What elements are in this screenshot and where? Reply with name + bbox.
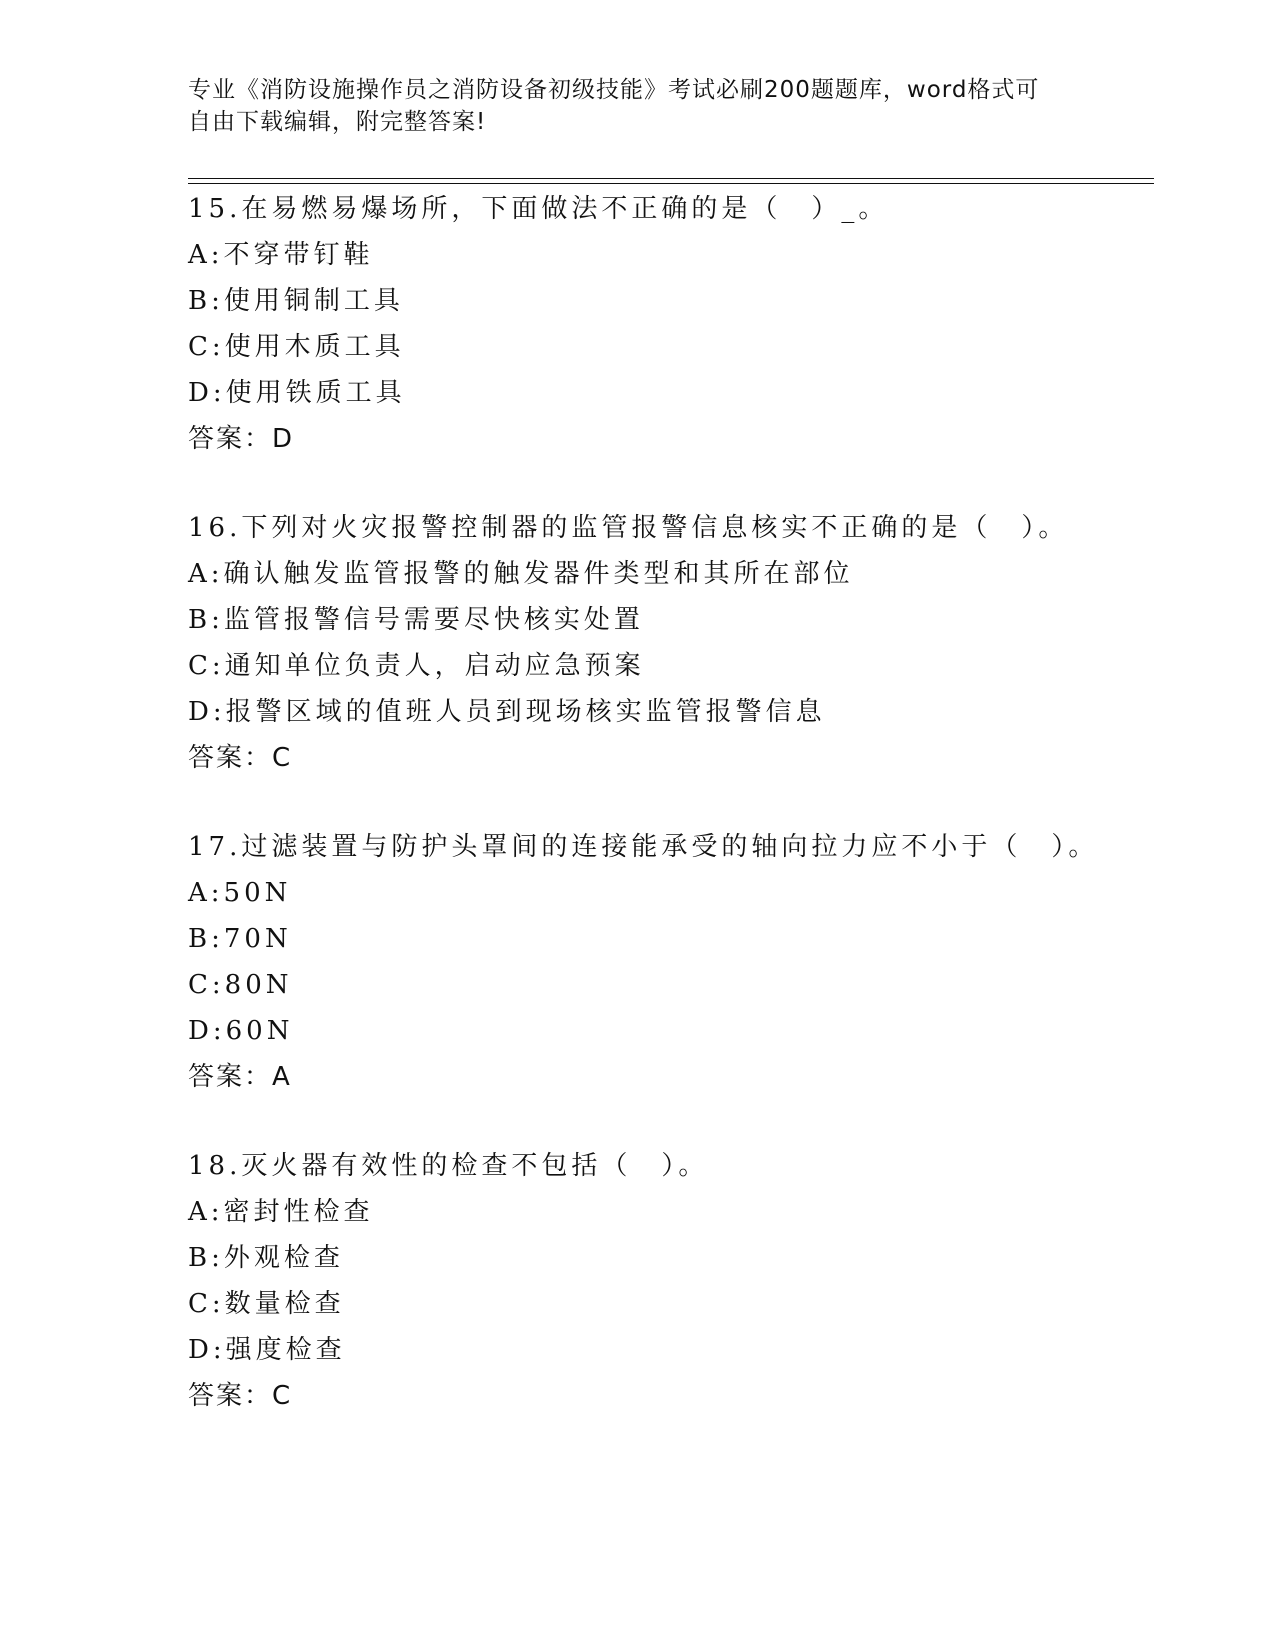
document-header — [188, 74, 1068, 138]
header-line-2: 自由下载编辑，附完整答案! — [188, 109, 487, 135]
option-a: A:50N — [188, 878, 292, 908]
option-a: A:不穿带钉鞋 — [188, 240, 374, 270]
option-a: A:确认触发监管报警的触发器件类型和其所在部位 — [188, 559, 854, 589]
option-c: C:使用木质工具 — [188, 332, 405, 362]
option-b: B:监管报警信号需要尽快核实处置 — [188, 605, 644, 635]
option-c: C:数量检查 — [188, 1289, 345, 1319]
option-d: D:使用铁质工具 — [188, 378, 406, 408]
option-d: D:报警区域的值班人员到现场核实监管报警信息 — [188, 697, 826, 727]
header-divider-top — [188, 178, 1154, 179]
question-stem: 17.过滤装置与防护头罩间的连接能承受的轴向拉力应不小于（ ）。 — [188, 832, 1099, 862]
question-stem: 16.下列对火灾报警控制器的监管报警信息核实不正确的是（ ）。 — [188, 513, 1069, 543]
answer: 答案：D — [188, 424, 295, 454]
question-18 — [188, 1143, 1148, 1419]
option-a: A:密封性检查 — [188, 1197, 374, 1227]
question-17 — [188, 824, 1148, 1100]
answer: 答案：C — [188, 743, 293, 773]
option-b: B:外观检查 — [188, 1243, 344, 1273]
option-b: B:70N — [188, 924, 292, 954]
option-d: D:强度检查 — [188, 1335, 346, 1365]
question-15 — [188, 186, 1148, 462]
header-divider-bottom — [188, 183, 1154, 184]
answer: 答案：C — [188, 1381, 293, 1411]
option-b: B:使用铜制工具 — [188, 286, 404, 316]
option-c: C:通知单位负责人，启动应急预案 — [188, 651, 645, 681]
question-stem: 15.在易燃易爆场所，下面做法不正确的是（ ）_。 — [188, 194, 889, 224]
option-d: D:60N — [188, 1016, 294, 1046]
header-line-1: 专业《消防设施操作员之消防设备初级技能》考试必刷200题题库，word格式可 — [188, 77, 1040, 103]
answer: 答案：A — [188, 1062, 292, 1092]
question-16 — [188, 505, 1148, 781]
question-stem: 18.灭火器有效性的检查不包括（ ）。 — [188, 1151, 709, 1181]
option-c: C:80N — [188, 970, 293, 1000]
